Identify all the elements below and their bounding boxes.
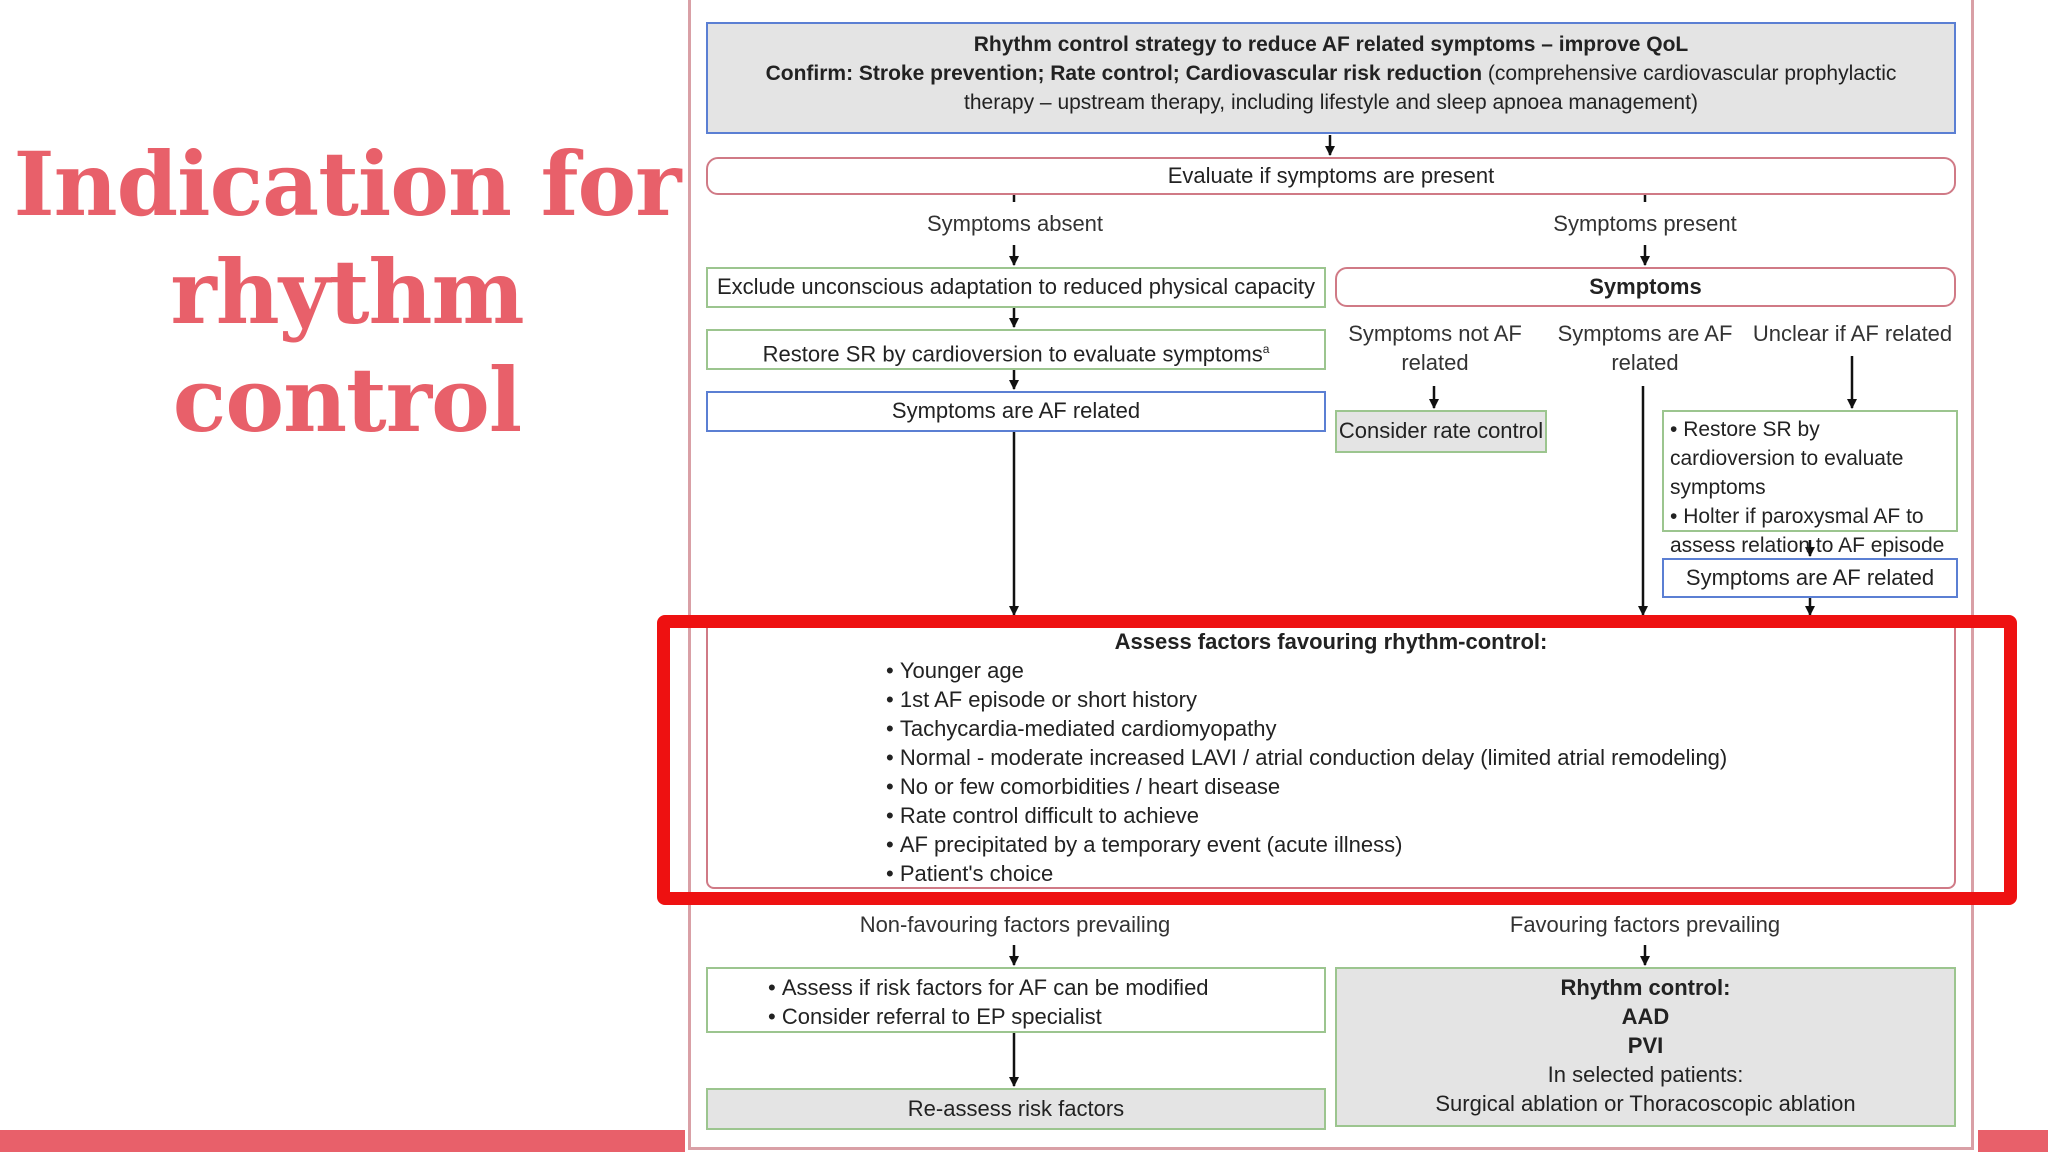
title-line-2: rhythm control [170, 240, 524, 452]
af-related-left-label: Symptoms are AF related [891, 398, 1141, 423]
rc-aad: AAD [1621, 1004, 1670, 1029]
unclear-actions-list [1670, 415, 1950, 560]
risk-action-item: • Consider referral to EP specialist [768, 1002, 1324, 1031]
symptoms-label: Symptoms [1589, 274, 1702, 299]
af-related-right-label: Symptoms are AF related [1685, 565, 1935, 590]
header-confirm: Confirm: Stroke prevention; Rate control; Cardiovascular risk reduction [765, 62, 1483, 85]
evaluate-label: Evaluate if symptoms are present [1167, 163, 1495, 188]
factor-item: • Normal - moderate increased LAVI / atrial conduction delay (limited atrial remodeling) [886, 743, 1727, 772]
symptoms-present-label: Symptoms present [1553, 211, 1737, 236]
rhythm-control-title: Rhythm control: [1560, 975, 1731, 1000]
restore-sr-label: Restore SR by cardioversion to evaluate symptoms [762, 341, 1263, 367]
risk-factor-actions-list [768, 973, 1324, 1031]
factor-item: • Rate control difficult to achieve [886, 801, 1727, 830]
symptoms-box [1335, 267, 1956, 307]
factor-item: • Tachycardia-mediated cardiomyopathy [886, 714, 1727, 743]
non-favouring-label: Non-favouring factors prevailing [859, 912, 1171, 937]
unclear-af-related-label: Unclear if AF related [1752, 321, 1953, 346]
reassess-label: Re-assess risk factors [907, 1096, 1125, 1121]
rc-pvi: PVI [1627, 1033, 1664, 1058]
evaluate-box [706, 157, 1956, 195]
factor-item: • AF precipitated by a temporary event (acute illness) [886, 830, 1727, 859]
factor-item: • 1st AF episode or short history [886, 685, 1727, 714]
unclear-actions-box [1662, 410, 1958, 557]
rhythm-control-box [1335, 967, 1956, 1127]
rate-control-box [1335, 410, 1547, 453]
rc-surgical: Surgical ablation or Thoracoscopic ablation [1435, 1091, 1856, 1116]
af-related-right-box [1662, 558, 1958, 598]
favouring-label: Favouring factors prevailing [1509, 912, 1781, 937]
assess-factors-title: Assess factors favouring rhythm-control: [1114, 629, 1548, 654]
exclude-adaptation-box [706, 267, 1326, 308]
symptoms-absent-label: Symptoms absent [926, 211, 1104, 236]
exclude-label: Exclude unconscious adaptation to reduced physical capacity [716, 274, 1316, 299]
symptoms-not-af-related-label: Symptoms not AF related [1348, 321, 1522, 375]
unclear-action-item: • Restore SR by cardioversion to evaluate symptoms [1670, 415, 1950, 502]
header-line-2 [748, 59, 1914, 117]
restore-sr-box [706, 329, 1326, 370]
title-line-1: Indication for [13, 132, 681, 236]
factor-item: • Patient's choice [886, 859, 1727, 888]
highlight-rectangle [657, 615, 2017, 905]
af-related-left-box [706, 391, 1326, 432]
header-line-1: Rhythm control strategy to reduce AF related symptoms – improve QoL [973, 33, 1689, 56]
symptoms-are-af-related-label: Symptoms are AF related [1557, 321, 1733, 375]
factor-item: • No or few comorbidities / heart disease [886, 772, 1727, 801]
reassess-box [706, 1088, 1326, 1130]
header-therapy: (comprehensive cardiovascular prophylactic therapy – upstream therapy, including lifestyle and sleep apnoea management) [964, 62, 1897, 114]
risk-action-item: • Assess if risk factors for AF can be modified [768, 973, 1324, 1002]
strategy-header-box [706, 22, 1956, 134]
unclear-action-item: • Holter if paroxysmal AF to assess relation to AF episode [1670, 502, 1950, 560]
factor-item: • Younger age [886, 656, 1727, 685]
footnote-marker: a [1262, 342, 1270, 356]
rate-control-label: Consider rate control [1338, 418, 1544, 443]
risk-factor-actions-box [706, 967, 1326, 1033]
rc-selected: In selected patients: [1547, 1062, 1744, 1087]
